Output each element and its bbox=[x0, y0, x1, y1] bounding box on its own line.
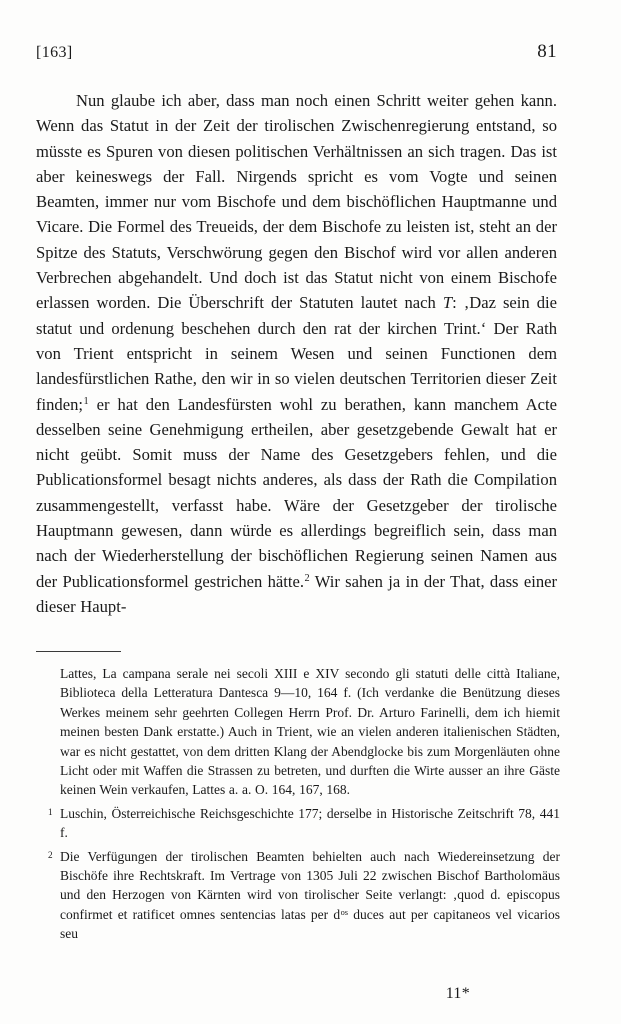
footnote-item bbox=[48, 804, 560, 843]
footnote-ref-1[interactable]: 1 bbox=[83, 396, 89, 408]
page-number: 81 bbox=[537, 41, 557, 62]
body-text-block bbox=[36, 88, 557, 619]
footnote-item bbox=[48, 664, 560, 800]
footnote-ref-2[interactable]: 2 bbox=[304, 573, 310, 585]
footnote-block bbox=[48, 664, 560, 948]
footnote-item bbox=[48, 847, 560, 944]
footnote-text: Die Verfügungen der tirolischen Beamten behielten auch nach Wiedereinsetzung der Bischöfe ihre Rechtskraft. Im Vertrage von 1305 Juli 22 zwischen Bischof Bartholomäus und den Herzogen von Kärnten wird von tirolischer Seite verlangt: ‚quod d. episcopus confirmet et ratificet omnes sentencias latas per $d^{os}$ duces aut per capitaneos vel vicarios seu bbox=[60, 848, 560, 942]
abbrev-superscript: os bbox=[340, 907, 349, 917]
running-head bbox=[36, 41, 557, 63]
signature-mark: 11* bbox=[445, 985, 470, 1002]
footnote-marker: 1 bbox=[48, 807, 53, 818]
footnote-separator-rule bbox=[36, 651, 121, 652]
footnote-text: Lattes, La campana serale nei secoli XIII e XIV secondo gli statuti delle città Italiane, Biblioteca della Letteratura Dantesca 9—10, 164 f. (Ich verdanke die Benützung dieses Werkes meinem sehr geehrten Collegen Herrn Prof. Dr. Arturo Farinelli, dem ich hiemit meinen besten Dank erstatte.) Auch in Trient, wie an vielen anderen italienischen Städten, war es nicht gestattet, von dem dritten Klang der Abendglocke bis zum Morgenläuten ohne Licht oder mit Waffen die Strassen zu betreten, und durften die Wirte ausser an ihre Gäste keinen Wein verkaufen, Lattes a. a. O. 164, 167, 168. bbox=[60, 666, 560, 798]
footnote-marker: 2 bbox=[48, 850, 53, 861]
offprint-folio-number: [163] bbox=[36, 44, 73, 61]
footnote-text: Luschin, Österreichische Reichsgeschichte 177; derselbe in Historische Zeitschrift 78, 441 f. bbox=[60, 805, 560, 841]
siglum-T: T bbox=[442, 293, 453, 313]
body-paragraph: Nun glaube ich aber, dass man noch einen Schritt weiter gehen kann. Wenn das Statut in der Zeit der tirolischen Zwischenregierung entstand, so müsste es Spuren von diesen politischen Verhältnissen an sich tragen. Das ist aber keineswegs der Fall. Nirgends spricht es vom Vogte und seinen Beamten, immer nur vom Bischofe und dem bischöflichen Hauptmanne und Vicare. Die Formel des Treueids, der dem Bischofe zu leisten ist, steht an der Spitze des Statuts, Verschwörung gegen den Bischof wird vor allen anderen Verbrechen abgehandelt. Und doch ist das Statut nicht von einem Bischofe erlassen worden. Die Überschrift der Statuten lautet nach T: ‚Daz sein die statut und ordenung beschehen durch den rat der kirchen Trint.‘ Der Rath von Trient entspricht in seinem Wesen und seinen Functionen dem landesfürstlichen Rathe, den wir in so vielen deutschen Territorien dieser Zeit finden;$^1$ er hat den Landesfürsten wohl zu berathen, kann manchem Acte desselben seine Genehmigung ertheilen, aber gesetzgebende Gewalt hat er nicht geübt. Somit muss der Name des Gesetzgebers fehlen, und die Publicationsformel besagt nichts anderes, als dass der Rath die Compilation zusammengestellt, verfasst habe. Wäre der Gesetzgeber der tirolische Hauptmann gewesen, dann würde es allerdings begreiflich sein, dass man nach der Wiederherstellung der bischöflichen Regierung seinen Namen aus der Publicationsformel gestrichen hätte.$^2$ Wir sahen ja in der That, dass einer dieser Haupt- bbox=[36, 91, 558, 616]
